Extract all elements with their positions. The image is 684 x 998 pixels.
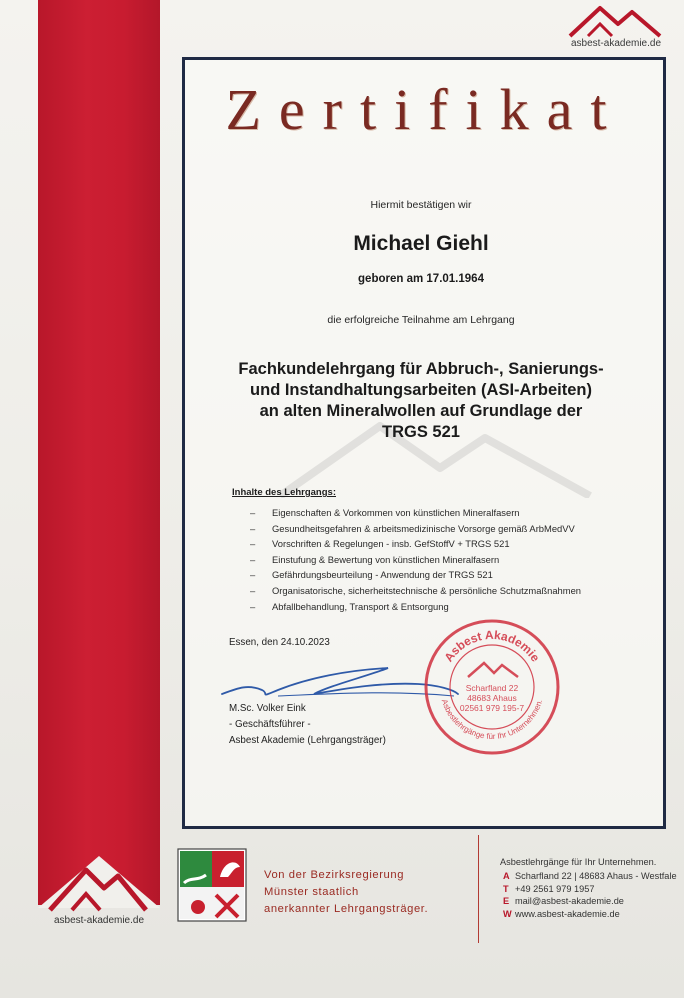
place-date: Essen, den 24.10.2023 <box>229 637 330 648</box>
contact-row-phone <box>503 883 677 896</box>
list-item <box>250 583 581 599</box>
stamp-address2: 48683 Ahaus <box>467 693 517 703</box>
intro-text: Hiermit bestätigen wir <box>370 199 472 211</box>
bottom-logo-text: asbest-akademie.de <box>53 915 145 926</box>
course-line: Fachkundelehrgang für Abbruch-, Sanierungs- <box>238 360 604 378</box>
list-item <box>250 599 581 615</box>
contact-value: Scharfland 22 | 48683 Ahaus - Westfale <box>515 871 677 881</box>
stamp-bottom-text: Asbestlehrgänge für Ihr Unternehmen. <box>439 698 545 742</box>
contact-key: W <box>503 908 512 919</box>
list-item <box>250 521 581 537</box>
list-item-text: Organisatorische, sicherheitstechnische & persönliche Schutzmaßnahmen <box>272 584 582 596</box>
recipient-name: Michael Giehl <box>353 232 489 255</box>
contact-row-web <box>503 908 677 921</box>
list-item-text: Eigenschaften & Vorkommen von künstlichen Mineralfasern <box>272 507 520 518</box>
dash: – <box>250 522 256 534</box>
mountain-logo-icon <box>36 852 156 918</box>
course-title <box>196 359 646 443</box>
list-item <box>250 567 581 583</box>
list-item-text: Gesundheitsgefahren & arbeitsmedizinische Vorsorge gemäß ArbMedVV <box>272 522 575 534</box>
contact-value: +49 2561 979 1957 <box>515 883 595 894</box>
contact-block <box>503 870 677 920</box>
course-line: an alten Mineralwollen auf Grundlage der <box>259 402 583 420</box>
contact-row-email <box>503 895 677 908</box>
contact-value: www.asbest-akademie.de <box>515 908 620 919</box>
stamp-top-text: Asbest Akademie <box>441 627 543 665</box>
list-item <box>250 505 581 521</box>
dash: – <box>250 553 256 565</box>
contact-value: mail@asbest-akademie.de <box>515 896 624 907</box>
contact-row-address <box>503 870 677 883</box>
dash: – <box>250 569 256 581</box>
nrw-coat-of-arms-icon <box>176 847 248 923</box>
svg-text:Asbest Akademie <box>441 628 542 665</box>
dash: – <box>250 507 256 518</box>
stamp-address1: Scharfland 22 <box>465 683 519 693</box>
dash: – <box>250 538 256 550</box>
list-item-text: Vorschriften & Regelungen - insb. GefStoffV + TRGS 521 <box>272 538 510 550</box>
signer-block <box>229 701 386 749</box>
signer-name: M.Sc. Volker Eink <box>229 703 306 714</box>
signer-role: - Geschäftsführer - <box>229 719 311 730</box>
list-item <box>250 536 581 552</box>
list-item-text: Einstufung & Bewertung von künstlichen Mineralfasern <box>272 553 500 565</box>
course-line: TRGS 521 <box>382 423 460 441</box>
stamp-phone: 02561 979 195-7 <box>459 703 525 713</box>
list-item-text: Gefährdungsbeurteilung - Anwendung der TRGS 521 <box>272 569 493 581</box>
list-item <box>250 552 581 568</box>
list-item-text: Abfallbehandlung, Transport & Entsorgung <box>272 600 449 612</box>
course-line: und Instandhaltungsarbeiten (ASI-Arbeiten) <box>250 381 592 399</box>
top-logo-text: asbest-akademie.de <box>570 38 662 49</box>
footer-divider <box>478 835 479 943</box>
signer-org: Asbest Akademie (Lehrgangsträger) <box>229 735 386 746</box>
contents-list <box>250 505 581 614</box>
certificate-title: Zertifikat <box>225 77 625 142</box>
contact-key: E <box>503 896 510 907</box>
approval-text <box>264 867 428 918</box>
contact-key: T <box>503 883 509 894</box>
dash: – <box>250 584 256 596</box>
contact-key: A <box>503 871 510 881</box>
dash: – <box>250 600 256 612</box>
approval-line: Münster staatlich <box>264 886 359 898</box>
company-stamp <box>422 617 562 757</box>
contents-heading: Inhalte des Lehrgangs: <box>232 487 336 498</box>
participation-text: die erfolgreiche Teilnahme am Lehrgang <box>327 314 515 326</box>
red-ribbon <box>38 0 160 905</box>
approval-line: Von der Bezirksregierung <box>264 869 405 881</box>
contact-heading: Asbestlehrgänge für Ihr Unternehmen. <box>500 857 657 867</box>
recipient-birthdate: geboren am 17.01.1964 <box>358 273 484 285</box>
approval-line: anerkannter Lehrgangsträger. <box>264 903 429 915</box>
